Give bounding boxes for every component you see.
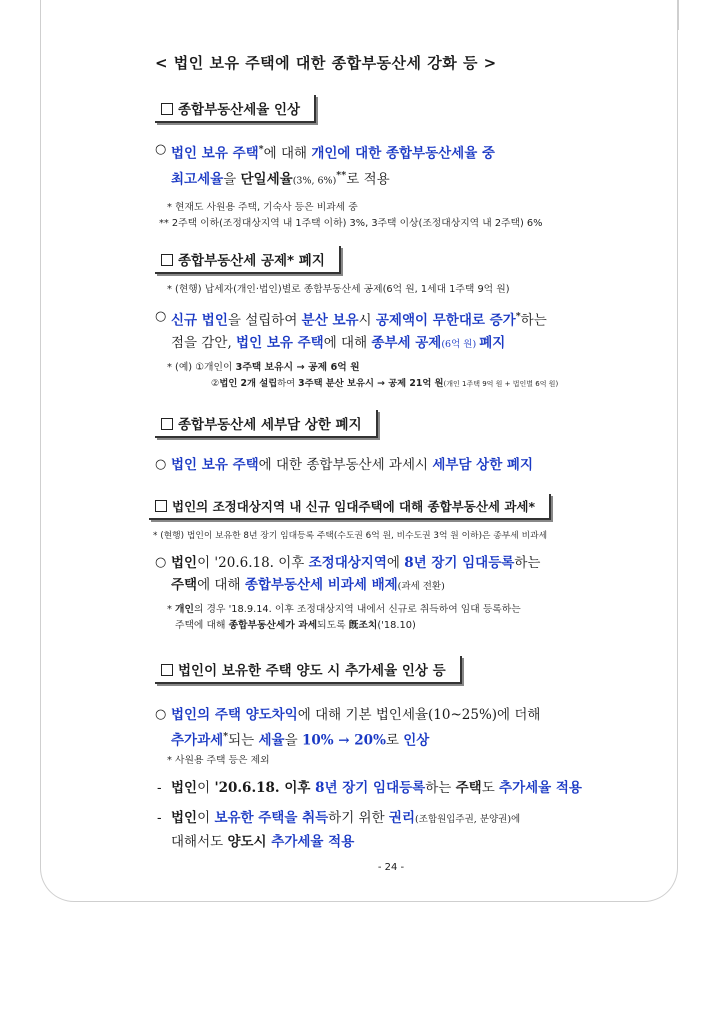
text-run: 을 설립하여 — [227, 312, 302, 329]
text-run: (개인 1주택 9억 원 + 법인별 6억 원) — [443, 379, 559, 388]
text-run: * — [223, 730, 229, 742]
text-run: 3주택 보유시 → 공제 6억 원 — [235, 361, 360, 373]
text-run: 하는 — [425, 780, 456, 796]
paragraph — [155, 139, 661, 192]
text-run: 되는 — [228, 732, 259, 748]
circle-bullet-icon: ○ — [155, 554, 167, 570]
text-run: ** — [336, 169, 347, 181]
text-run: 이 — [197, 780, 215, 796]
text-run: 에 대해 — [263, 145, 312, 162]
text-run: (6억 원) — [441, 338, 480, 350]
text-run: 종합부동산세가 과세 — [228, 619, 318, 631]
text-run: 하기 위한 — [328, 810, 389, 826]
text-run: 로 — [385, 732, 404, 748]
section-heading-2 — [155, 246, 341, 274]
footnote: * (현행) 법인이 보유한 8년 장기 임대등록 주택(수도권 6억 원, 비수도권 3억 원 이하)은 종부세 비과세 — [153, 530, 548, 541]
page-content — [121, 52, 661, 873]
text-run: 하여 — [277, 377, 299, 389]
text-run: 추가세율 적용 — [499, 780, 582, 796]
text-run: 법인 — [171, 554, 198, 571]
circle-bullet-icon: ○ — [155, 706, 167, 722]
text-run: 폐지 — [479, 334, 506, 351]
section-heading-text: 법인의 조정대상지역 내 신규 임대주택에 대해 종합부동산세 과세* — [172, 498, 536, 514]
text-run: 로 적용 — [346, 171, 390, 187]
text-run: 세율 — [258, 732, 285, 748]
circle-bullet-icon: ○ — [155, 142, 167, 157]
text-run: 8년 장기 임대등록 — [404, 554, 515, 571]
text-run: 旣조치 — [348, 619, 378, 631]
text-run: ② — [211, 377, 220, 389]
text-run: 3주택 분산 보유시 → 공제 21억 원 — [298, 377, 444, 389]
text-run: 신규 법인 — [171, 312, 228, 329]
text-run: * — [167, 603, 176, 615]
section-heading-1 — [155, 95, 316, 123]
text-run: 대해서도 — [171, 834, 228, 850]
paragraph — [155, 552, 661, 598]
text-run: 에 대해 기본 법인세율(10~25%)에 더해 — [297, 706, 541, 723]
text-run: 공제액이 무한대로 증가 — [375, 312, 516, 329]
text-run: 종부세 공제 — [371, 334, 442, 351]
section-heading-3 — [155, 410, 378, 438]
document-page — [40, 0, 678, 902]
paragraph — [155, 454, 661, 476]
section-heading-text: 종합부동산세 세부담 상한 폐지 — [178, 416, 362, 433]
paragraph — [155, 704, 661, 752]
text-run: 점을 감안, — [171, 334, 237, 351]
checkbox-square-icon — [155, 500, 167, 512]
text-run: * (예) ①개인이 — [167, 361, 236, 373]
footnote — [211, 376, 661, 392]
text-run: ('18.10) — [377, 619, 416, 631]
text-run: 이 '20.6.18. 이후 — [197, 554, 309, 571]
text-run: 주택 — [171, 576, 198, 593]
text-run: 법인 보유 주택 — [171, 456, 259, 473]
text-run: 이 — [197, 810, 215, 826]
section-heading-5 — [155, 656, 462, 684]
section-heading-text: 종합부동산세율 인상 — [178, 102, 301, 118]
text-run: 에 — [386, 554, 405, 571]
text-run: 법인의 주택 양도차익 — [171, 706, 298, 723]
page-number: - 24 - — [377, 862, 405, 873]
dash-item — [157, 777, 661, 799]
text-run: 하는 — [520, 312, 547, 329]
footnote: * 현재도 사원용 주택, 기숙사 등은 비과세 중 — [167, 202, 358, 213]
text-run: 개인 — [175, 603, 194, 615]
text-run: (조합원입주권, 분양권)에 — [415, 814, 521, 825]
circle-bullet-icon: ○ — [155, 456, 167, 472]
text-run: 8년 장기 임대등록 — [315, 780, 426, 796]
text-run: 법인 — [171, 780, 198, 796]
paragraph — [155, 306, 661, 356]
text-run: 되도록 — [317, 619, 349, 631]
text-run: 을 — [223, 171, 241, 187]
footnote: * (현행) 납세자(개인·법인)별로 종합부동산세 공제(6억 원, 1세대 1주택 9억 원) — [167, 284, 510, 295]
text-run: 조정대상지역 — [308, 554, 387, 571]
text-run: 인상 — [403, 732, 430, 748]
text-run: 법인 보유 주택 — [171, 145, 259, 162]
footnote — [167, 360, 661, 376]
text-run: (과세 전환) — [397, 580, 445, 592]
text-run: 단일세율 — [240, 171, 293, 187]
text-run: 법인 — [171, 810, 198, 826]
text-run: 도 — [481, 780, 500, 796]
checkbox-square-icon — [161, 103, 173, 115]
text-run: 의 경우 '18.9.14. 이후 조정대상지역 내에서 신규로 취득하여 임대 등록하는 — [193, 603, 521, 615]
text-run: 권리 — [388, 810, 416, 826]
footnote: ** 2주택 이하(조정대상지역 내 1주택 이하) 3%, 3주택 이상(조정대상지역 내 2주택) 6% — [159, 218, 543, 229]
text-run: 양도시 — [227, 834, 272, 850]
text-run: (3%, 6%) — [292, 175, 337, 186]
section-heading-4 — [149, 494, 551, 520]
text-run: * — [258, 144, 264, 155]
checkbox-square-icon — [161, 254, 173, 266]
dash-bullet-icon: - — [157, 810, 162, 826]
footnote — [167, 602, 661, 618]
text-run: 보유한 — [214, 810, 259, 826]
text-run: 추가세율 적용 — [271, 834, 355, 850]
text-run: 주택 — [455, 780, 482, 796]
text-run: 시 — [358, 312, 376, 329]
text-run: 에 대해 — [323, 334, 372, 351]
dash-item — [157, 807, 661, 853]
checkbox-square-icon — [161, 418, 173, 430]
document-title: < 법인 보유 주택에 대한 종합부동산세 강화 등 > — [155, 54, 497, 72]
dash-bullet-icon: - — [157, 780, 162, 796]
text-run: 주택을 취득 — [258, 810, 329, 826]
text-run: 세부담 상한 폐지 — [432, 456, 534, 473]
circle-bullet-icon: ○ — [155, 309, 167, 324]
text-run: '20.6.18. 이후 — [214, 780, 316, 796]
section-heading-text: 종합부동산세 공제* 폐지 — [178, 253, 325, 269]
text-run: * — [515, 311, 521, 322]
text-run: 법인 2개 설립 — [219, 377, 278, 389]
text-run: 주택에 대해 — [175, 619, 229, 631]
text-run: 법인 보유 주택 — [236, 334, 324, 351]
checkbox-square-icon — [161, 664, 173, 676]
text-run: 을 — [284, 732, 302, 748]
footnote: * 사원용 주택 등은 제외 — [167, 755, 270, 766]
text-run: 에 대해 — [197, 576, 245, 593]
text-run: 하는 — [514, 554, 541, 571]
section-heading-text: 법인이 보유한 주택 양도 시 추가세율 인상 등 — [178, 662, 446, 679]
text-run: 10% → 20% — [301, 732, 386, 748]
text-run: 최고세율 — [171, 171, 224, 187]
footnote — [175, 618, 661, 634]
text-run: 추가과세 — [171, 732, 224, 748]
text-run: 에 대한 종합부동산세 과세시 — [258, 456, 433, 473]
text-run: 개인에 대한 종합부동산세율 중 — [311, 145, 495, 162]
text-run: 분산 보유 — [301, 312, 359, 329]
text-run: 종합부동산세 비과세 배제 — [244, 576, 398, 593]
